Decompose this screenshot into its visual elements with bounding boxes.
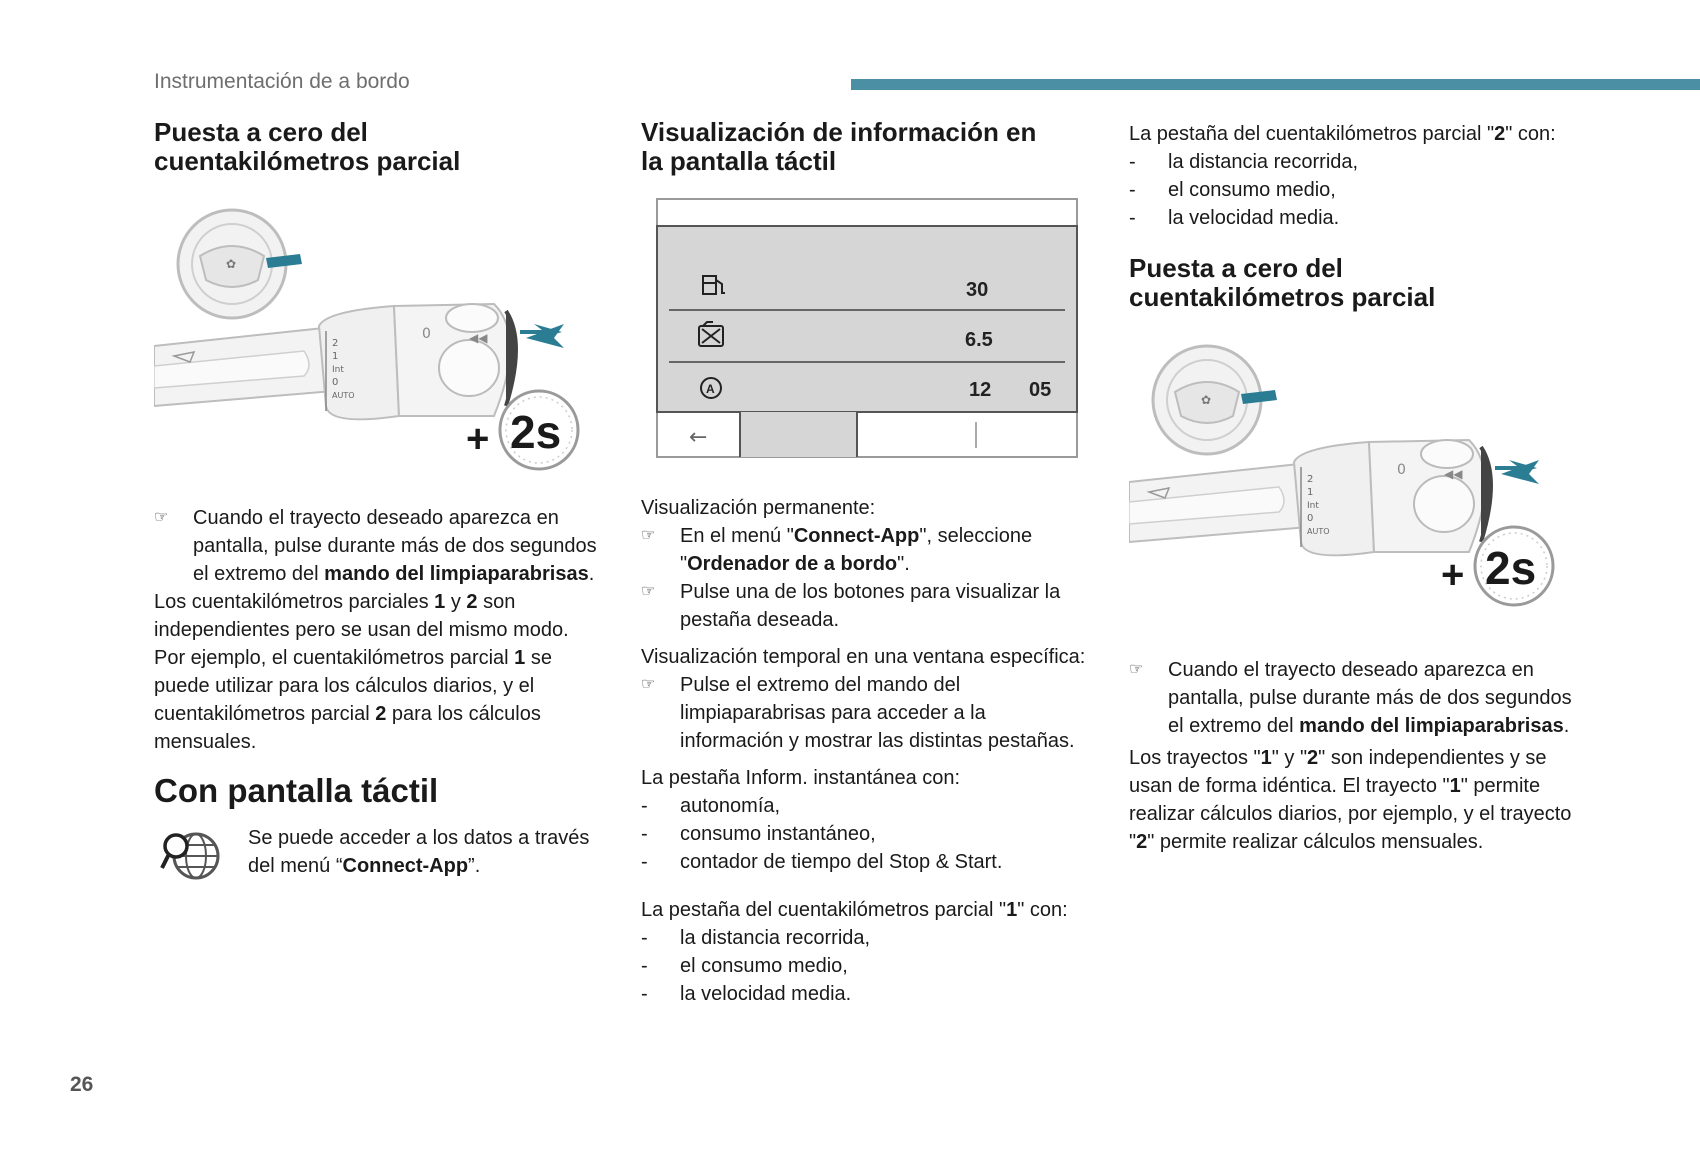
running-header: Instrumentación de a bordo bbox=[154, 70, 410, 93]
screen-row-1-value: 30 bbox=[966, 279, 989, 301]
pointing-hand-icon: ☞ bbox=[1129, 661, 1144, 678]
trip1-tab-label: La pestaña del cuentakilómetros parcial "1" con: bbox=[641, 899, 1068, 921]
section-heading-touch-display: Visualización de información en la pantalla táctil bbox=[641, 117, 1037, 176]
inform-tab-label: La pestaña Inform. instantánea con: bbox=[641, 767, 961, 789]
instruction-bullet: ☞ Cuando el trayecto deseado aparezca en pantalla, pulse durante más de dos segundos el extremo del mando del limpiaparabrisas. bbox=[154, 504, 604, 588]
instruction-bullet: ☞ Pulse el extremo del mando del limpiaparabrisas para acceder a la información y mostrar las distintas pestañas. bbox=[641, 671, 1091, 755]
section-heading-reset-trip-2: Puesta a cero del cuentakilómetros parcial bbox=[1129, 253, 1436, 312]
column-right bbox=[1129, 120, 1579, 856]
temporal-display-label: Visualización temporal en una ventana específica: bbox=[641, 646, 1086, 668]
list-item: - el consumo medio, bbox=[641, 955, 848, 977]
list-item: - la velocidad media. bbox=[1129, 207, 1340, 229]
wiper-stalk-illustration bbox=[154, 194, 594, 474]
header-accent-bar bbox=[851, 79, 1700, 90]
list-item: - autonomía, bbox=[641, 795, 781, 817]
pointing-hand-icon: ☞ bbox=[641, 583, 656, 600]
connect-app-icon bbox=[160, 828, 222, 884]
trip2-tab-label: La pestaña del cuentakilómetros parcial "2" con: bbox=[1129, 123, 1556, 145]
trip-counter-paragraph: Los cuentakilómetros parciales 1 y 2 son independientes pero se usan del mismo modo. Por ejemplo, el cuentakilómetros parcial 1 se puede utilizar para los cálculos diarios, y el cuentakilómetros parcial 2 para los cálculos mensuales. bbox=[154, 591, 569, 753]
back-arrow-icon[interactable]: ← bbox=[689, 425, 708, 450]
instruction-bullet: ☞ Cuando el trayecto deseado aparezca en pantalla, pulse durante más de dos segundos el extremo del mando del limpiaparabrisas. bbox=[1129, 656, 1579, 740]
pointing-hand-icon: ☞ bbox=[641, 527, 656, 544]
section-heading-reset-trip: Puesta a cero del cuentakilómetros parcial bbox=[154, 117, 461, 176]
svg-text:2s: 2s bbox=[1485, 542, 1537, 594]
timer-badge bbox=[1475, 527, 1553, 605]
plus-icon: + bbox=[1441, 553, 1465, 597]
list-item: - el consumo medio, bbox=[1129, 179, 1336, 201]
pointing-hand-icon: ☞ bbox=[641, 676, 656, 693]
list-item: - consumo instantáneo, bbox=[641, 823, 876, 845]
wiper-stalk-illustration bbox=[1129, 330, 1569, 610]
pointing-hand-icon: ☞ bbox=[154, 509, 169, 526]
screen-row-3-value2: 05 bbox=[1029, 379, 1052, 401]
list-item: - la velocidad media. bbox=[641, 983, 852, 1005]
list-item: - la distancia recorrida, bbox=[1129, 151, 1359, 173]
trips-paragraph: Los trayectos "1" y "2" son independientes y se usan de forma idéntica. El trayecto "1" permite realizar cálculos diarios, por ejemplo, y el trayecto "2" permite realizar cálculos mensuales. bbox=[1129, 747, 1572, 853]
screen-row-2-value: 6.5 bbox=[965, 329, 993, 351]
section-heading-touch-screen: Con pantalla táctil bbox=[154, 772, 439, 809]
svg-text:A: A bbox=[706, 382, 715, 396]
plus-icon: + bbox=[466, 417, 490, 461]
touch-screen-illustration bbox=[641, 198, 1081, 468]
list-item: - la distancia recorrida, bbox=[641, 927, 871, 949]
column-left bbox=[154, 118, 604, 884]
permanent-display-label: Visualización permanente: bbox=[641, 497, 876, 519]
column-middle bbox=[641, 118, 1091, 1008]
instruction-bullet: ☞ Pulse una de los botones para visualizar la pestaña deseada. bbox=[641, 578, 1091, 634]
connect-app-note: Se puede acceder a los datos a través del menú “Connect-App”. bbox=[154, 824, 604, 884]
timer-badge bbox=[500, 391, 578, 469]
page-number: 26 bbox=[70, 1073, 94, 1096]
svg-text:2s: 2s bbox=[510, 406, 562, 458]
screen-row-3-value: 12 bbox=[969, 379, 992, 401]
instruction-bullet: ☞ En el menú "Connect-App", seleccione "Ordenador de a bordo". bbox=[641, 522, 1091, 578]
list-item: - contador de tiempo del Stop & Start. bbox=[641, 851, 1003, 873]
